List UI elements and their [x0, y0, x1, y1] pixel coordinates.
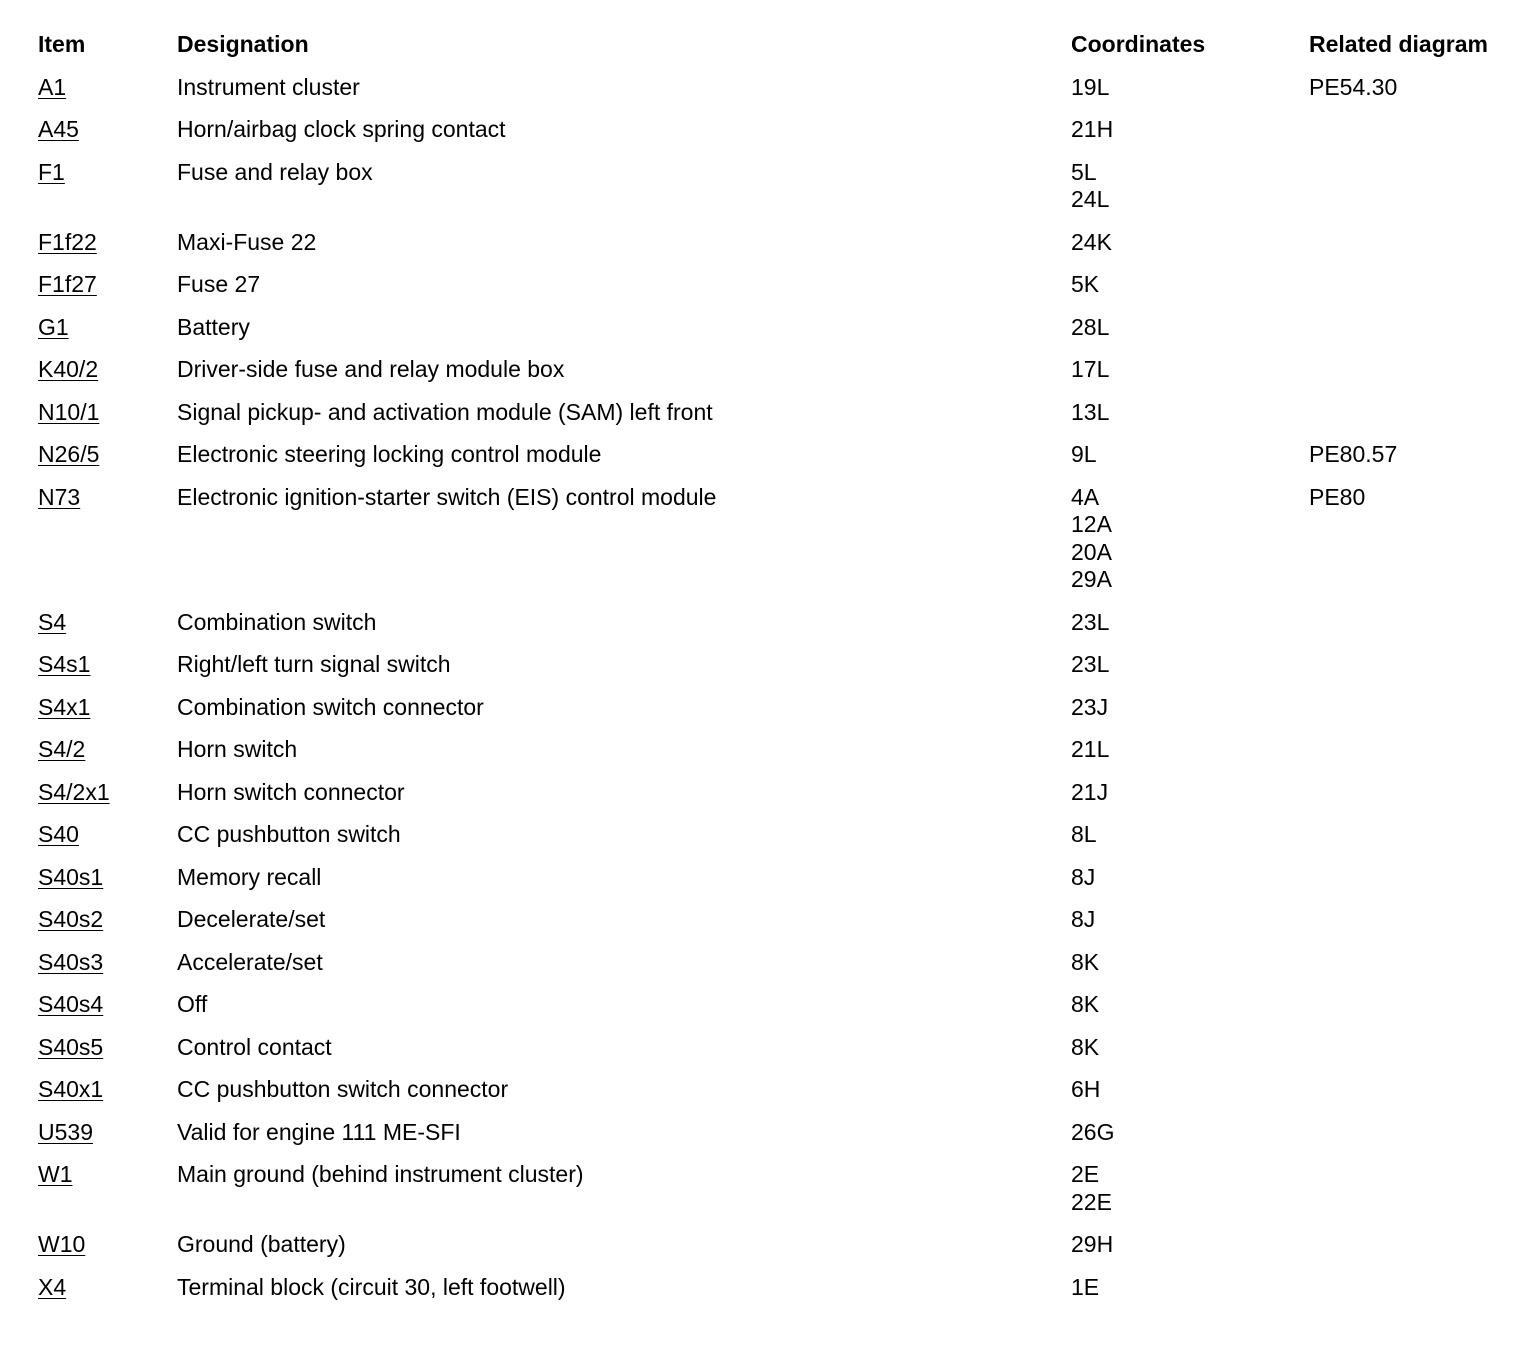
designation-cell: Off: [177, 991, 208, 1017]
table-row: [38, 821, 1528, 864]
designation-cell: Ground (battery): [177, 1231, 346, 1257]
coordinate-value: 26G: [1071, 1118, 1115, 1145]
table-row: [38, 864, 1528, 907]
coordinates-cell: [1071, 949, 1309, 977]
table-row: [38, 1076, 1528, 1119]
designation-cell: Combination switch connector: [177, 693, 484, 720]
coordinate-value: 29A: [1071, 566, 1112, 592]
item-cell: [38, 271, 177, 299]
table-row: [38, 159, 1528, 229]
coordinate-value: 21J: [1071, 778, 1109, 805]
coordinates-cell: [1071, 1119, 1309, 1147]
item-cell: [38, 609, 177, 637]
item-cell: [38, 1034, 177, 1062]
coordinate-value: 21L: [1071, 736, 1110, 762]
designation-cell: Combination switch: [177, 608, 377, 635]
designation-cell: Signal pickup- and activation module (SAM) left front: [177, 398, 713, 425]
designation-cell: Horn switch: [177, 736, 298, 762]
coordinate-value: 21H: [1071, 116, 1114, 142]
coordinate-value: 4A: [1071, 483, 1100, 510]
designation-cell: Right/left turn signal switch: [177, 651, 451, 677]
table-row: [38, 991, 1528, 1034]
coordinate-value: 17L: [1071, 356, 1110, 382]
designation-cell: Horn switch connector: [177, 778, 405, 805]
item-cell: [38, 74, 177, 102]
item-link[interactable]: S40s1: [38, 863, 104, 890]
coordinate-value: 5K: [1071, 271, 1100, 297]
table-row: [38, 441, 1528, 484]
designation-cell: Maxi-Fuse 22: [177, 228, 317, 255]
item-cell: [38, 229, 177, 257]
item-cell: [38, 1274, 177, 1302]
item-link[interactable]: A1: [38, 73, 67, 100]
table-row: [38, 399, 1528, 442]
table-row: [38, 1161, 1528, 1231]
item-cell: [38, 779, 177, 807]
header-item: Item: [38, 31, 86, 57]
coordinate-value: 20A: [1071, 538, 1112, 565]
item-cell: [38, 314, 177, 342]
item-cell: [38, 821, 177, 849]
designation-cell: Electronic ignition-starter switch (EIS) control module: [177, 483, 717, 510]
coordinate-value: 28L: [1071, 313, 1110, 340]
designation-cell: CC pushbutton switch: [177, 821, 401, 847]
item-cell: [38, 736, 177, 764]
coordinate-value: 23L: [1071, 651, 1110, 677]
designation-cell: Memory recall: [177, 863, 322, 890]
item-link[interactable]: G1: [38, 313, 69, 340]
item-link[interactable]: K40/2: [38, 356, 99, 382]
coordinates-cell: [1071, 906, 1309, 934]
item-link[interactable]: S40s3: [38, 948, 104, 975]
coordinate-value: 24K: [1071, 228, 1112, 255]
designation-cell: Accelerate/set: [177, 948, 323, 975]
coordinates-cell: [1071, 779, 1309, 807]
header-coordinates: Coordinates: [1071, 31, 1206, 57]
header-designation: Designation: [177, 31, 309, 57]
coordinate-value: 6H: [1071, 1076, 1101, 1102]
coordinate-value: 24L: [1071, 186, 1110, 212]
item-cell: [38, 991, 177, 1019]
related-diagram-cell: PE54.30: [1309, 73, 1398, 100]
designation-cell: Fuse and relay box: [177, 158, 373, 185]
item-link[interactable]: A45: [38, 116, 79, 142]
table-row: [38, 116, 1528, 159]
item-cell: [38, 159, 177, 187]
coordinate-value: 12A: [1071, 511, 1112, 537]
table-header-row: [38, 31, 1528, 74]
coordinates-cell: [1071, 441, 1309, 469]
item-link[interactable]: N10/1: [38, 398, 100, 425]
coordinates-cell: [1071, 821, 1309, 849]
coordinates-cell: [1071, 314, 1309, 342]
coordinate-value: 8J: [1071, 863, 1096, 890]
item-cell: [38, 906, 177, 934]
table-row: [38, 271, 1528, 314]
coordinates-cell: [1071, 1231, 1309, 1259]
item-link[interactable]: S40s5: [38, 1033, 104, 1060]
coordinates-cell: [1071, 1034, 1309, 1062]
coordinates-cell: [1071, 736, 1309, 764]
coordinate-value: 8L: [1071, 821, 1097, 847]
designation-cell: Decelerate/set: [177, 906, 326, 932]
item-cell: [38, 651, 177, 679]
item-link[interactable]: X4: [38, 1273, 67, 1300]
table-row: [38, 779, 1528, 822]
table-row: [38, 229, 1528, 272]
item-link[interactable]: S4s1: [38, 651, 91, 677]
coordinates-cell: [1071, 399, 1309, 427]
coordinates-cell: [1071, 1274, 1309, 1302]
item-link[interactable]: F1f27: [38, 271, 97, 297]
designation-cell: Driver-side fuse and relay module box: [177, 356, 565, 382]
coordinate-value: 5L: [1071, 158, 1097, 185]
coordinates-cell: [1071, 991, 1309, 1019]
coordinate-value: 22E: [1071, 1188, 1112, 1215]
item-link[interactable]: U539: [38, 1118, 93, 1145]
item-link[interactable]: N73: [38, 483, 81, 510]
item-link[interactable]: S4/2: [38, 736, 86, 762]
coordinates-cell: [1071, 694, 1309, 722]
item-cell: [38, 116, 177, 144]
item-cell: [38, 484, 177, 512]
coordinate-value: 8K: [1071, 948, 1100, 975]
designation-cell: Terminal block (circuit 30, left footwell): [177, 1273, 566, 1300]
table-row: [38, 356, 1528, 399]
item-link[interactable]: S40s4: [38, 991, 104, 1017]
coordinate-value: 8K: [1071, 1033, 1100, 1060]
coordinates-cell: [1071, 864, 1309, 892]
designation-cell: Horn/airbag clock spring contact: [177, 116, 506, 142]
item-cell: [38, 1076, 177, 1104]
table-row: [38, 314, 1528, 357]
coordinate-value: 8J: [1071, 906, 1096, 932]
table-row: [38, 484, 1528, 609]
item-link[interactable]: S4/2x1: [38, 778, 110, 805]
designation-cell: CC pushbutton switch connector: [177, 1076, 509, 1102]
item-cell: [38, 399, 177, 427]
coordinates-cell: [1071, 74, 1309, 102]
table-row: [38, 1119, 1528, 1162]
coordinates-cell: [1071, 229, 1309, 257]
table-row: [38, 74, 1528, 117]
coordinate-value: 9L: [1071, 441, 1097, 467]
coordinates-cell: [1071, 484, 1309, 594]
coordinates-cell: [1071, 609, 1309, 637]
item-link[interactable]: N26/5: [38, 441, 100, 467]
coordinate-value: 1E: [1071, 1273, 1100, 1300]
item-cell: [38, 1231, 177, 1259]
table-row: [38, 651, 1528, 694]
item-cell: [38, 1161, 177, 1189]
designation-cell: Instrument cluster: [177, 73, 360, 100]
item-link[interactable]: W1: [38, 1161, 73, 1187]
coordinates-cell: [1071, 651, 1309, 679]
designation-cell: Electronic steering locking control module: [177, 441, 602, 467]
component-legend-table: [38, 31, 1528, 1316]
coordinate-value: 8K: [1071, 991, 1100, 1017]
coordinate-value: 2E: [1071, 1161, 1100, 1187]
coordinate-value: 13L: [1071, 398, 1110, 425]
coordinate-value: 19L: [1071, 73, 1110, 100]
coordinate-value: 23J: [1071, 693, 1109, 720]
coordinate-value: 23L: [1071, 608, 1110, 635]
coordinates-cell: [1071, 356, 1309, 384]
coordinates-cell: [1071, 1161, 1309, 1216]
item-link[interactable]: S40x1: [38, 1076, 104, 1102]
coordinates-cell: [1071, 159, 1309, 214]
item-cell: [38, 441, 177, 469]
table-row: [38, 949, 1528, 992]
table-row: [38, 1034, 1528, 1077]
designation-cell: Battery: [177, 313, 250, 340]
item-link[interactable]: S40s2: [38, 906, 104, 932]
item-link[interactable]: W10: [38, 1231, 86, 1257]
table-row: [38, 609, 1528, 652]
table-row: [38, 694, 1528, 737]
coordinate-value: 29H: [1071, 1231, 1114, 1257]
table-row: [38, 1231, 1528, 1274]
item-link[interactable]: S4: [38, 608, 67, 635]
table-row: [38, 736, 1528, 779]
item-link[interactable]: S40: [38, 821, 79, 847]
item-link[interactable]: S4x1: [38, 693, 91, 720]
item-cell: [38, 864, 177, 892]
item-cell: [38, 949, 177, 977]
table-row: [38, 1274, 1528, 1317]
coordinates-cell: [1071, 116, 1309, 144]
designation-cell: Valid for engine 111 ME-SFI: [177, 1118, 461, 1145]
item-cell: [38, 1119, 177, 1147]
table-body: [38, 74, 1528, 1317]
related-diagram-cell: PE80.57: [1309, 441, 1398, 467]
designation-cell: Fuse 27: [177, 271, 261, 297]
item-cell: [38, 356, 177, 384]
header-related-diagram: Related diagram: [1309, 31, 1488, 57]
designation-cell: Main ground (behind instrument cluster): [177, 1161, 584, 1187]
item-link[interactable]: F1f22: [38, 228, 97, 255]
coordinates-cell: [1071, 271, 1309, 299]
item-link[interactable]: F1: [38, 158, 65, 185]
item-cell: [38, 694, 177, 722]
designation-cell: Control contact: [177, 1033, 332, 1060]
related-diagram-cell: PE80: [1309, 483, 1366, 510]
table-row: [38, 906, 1528, 949]
coordinates-cell: [1071, 1076, 1309, 1104]
